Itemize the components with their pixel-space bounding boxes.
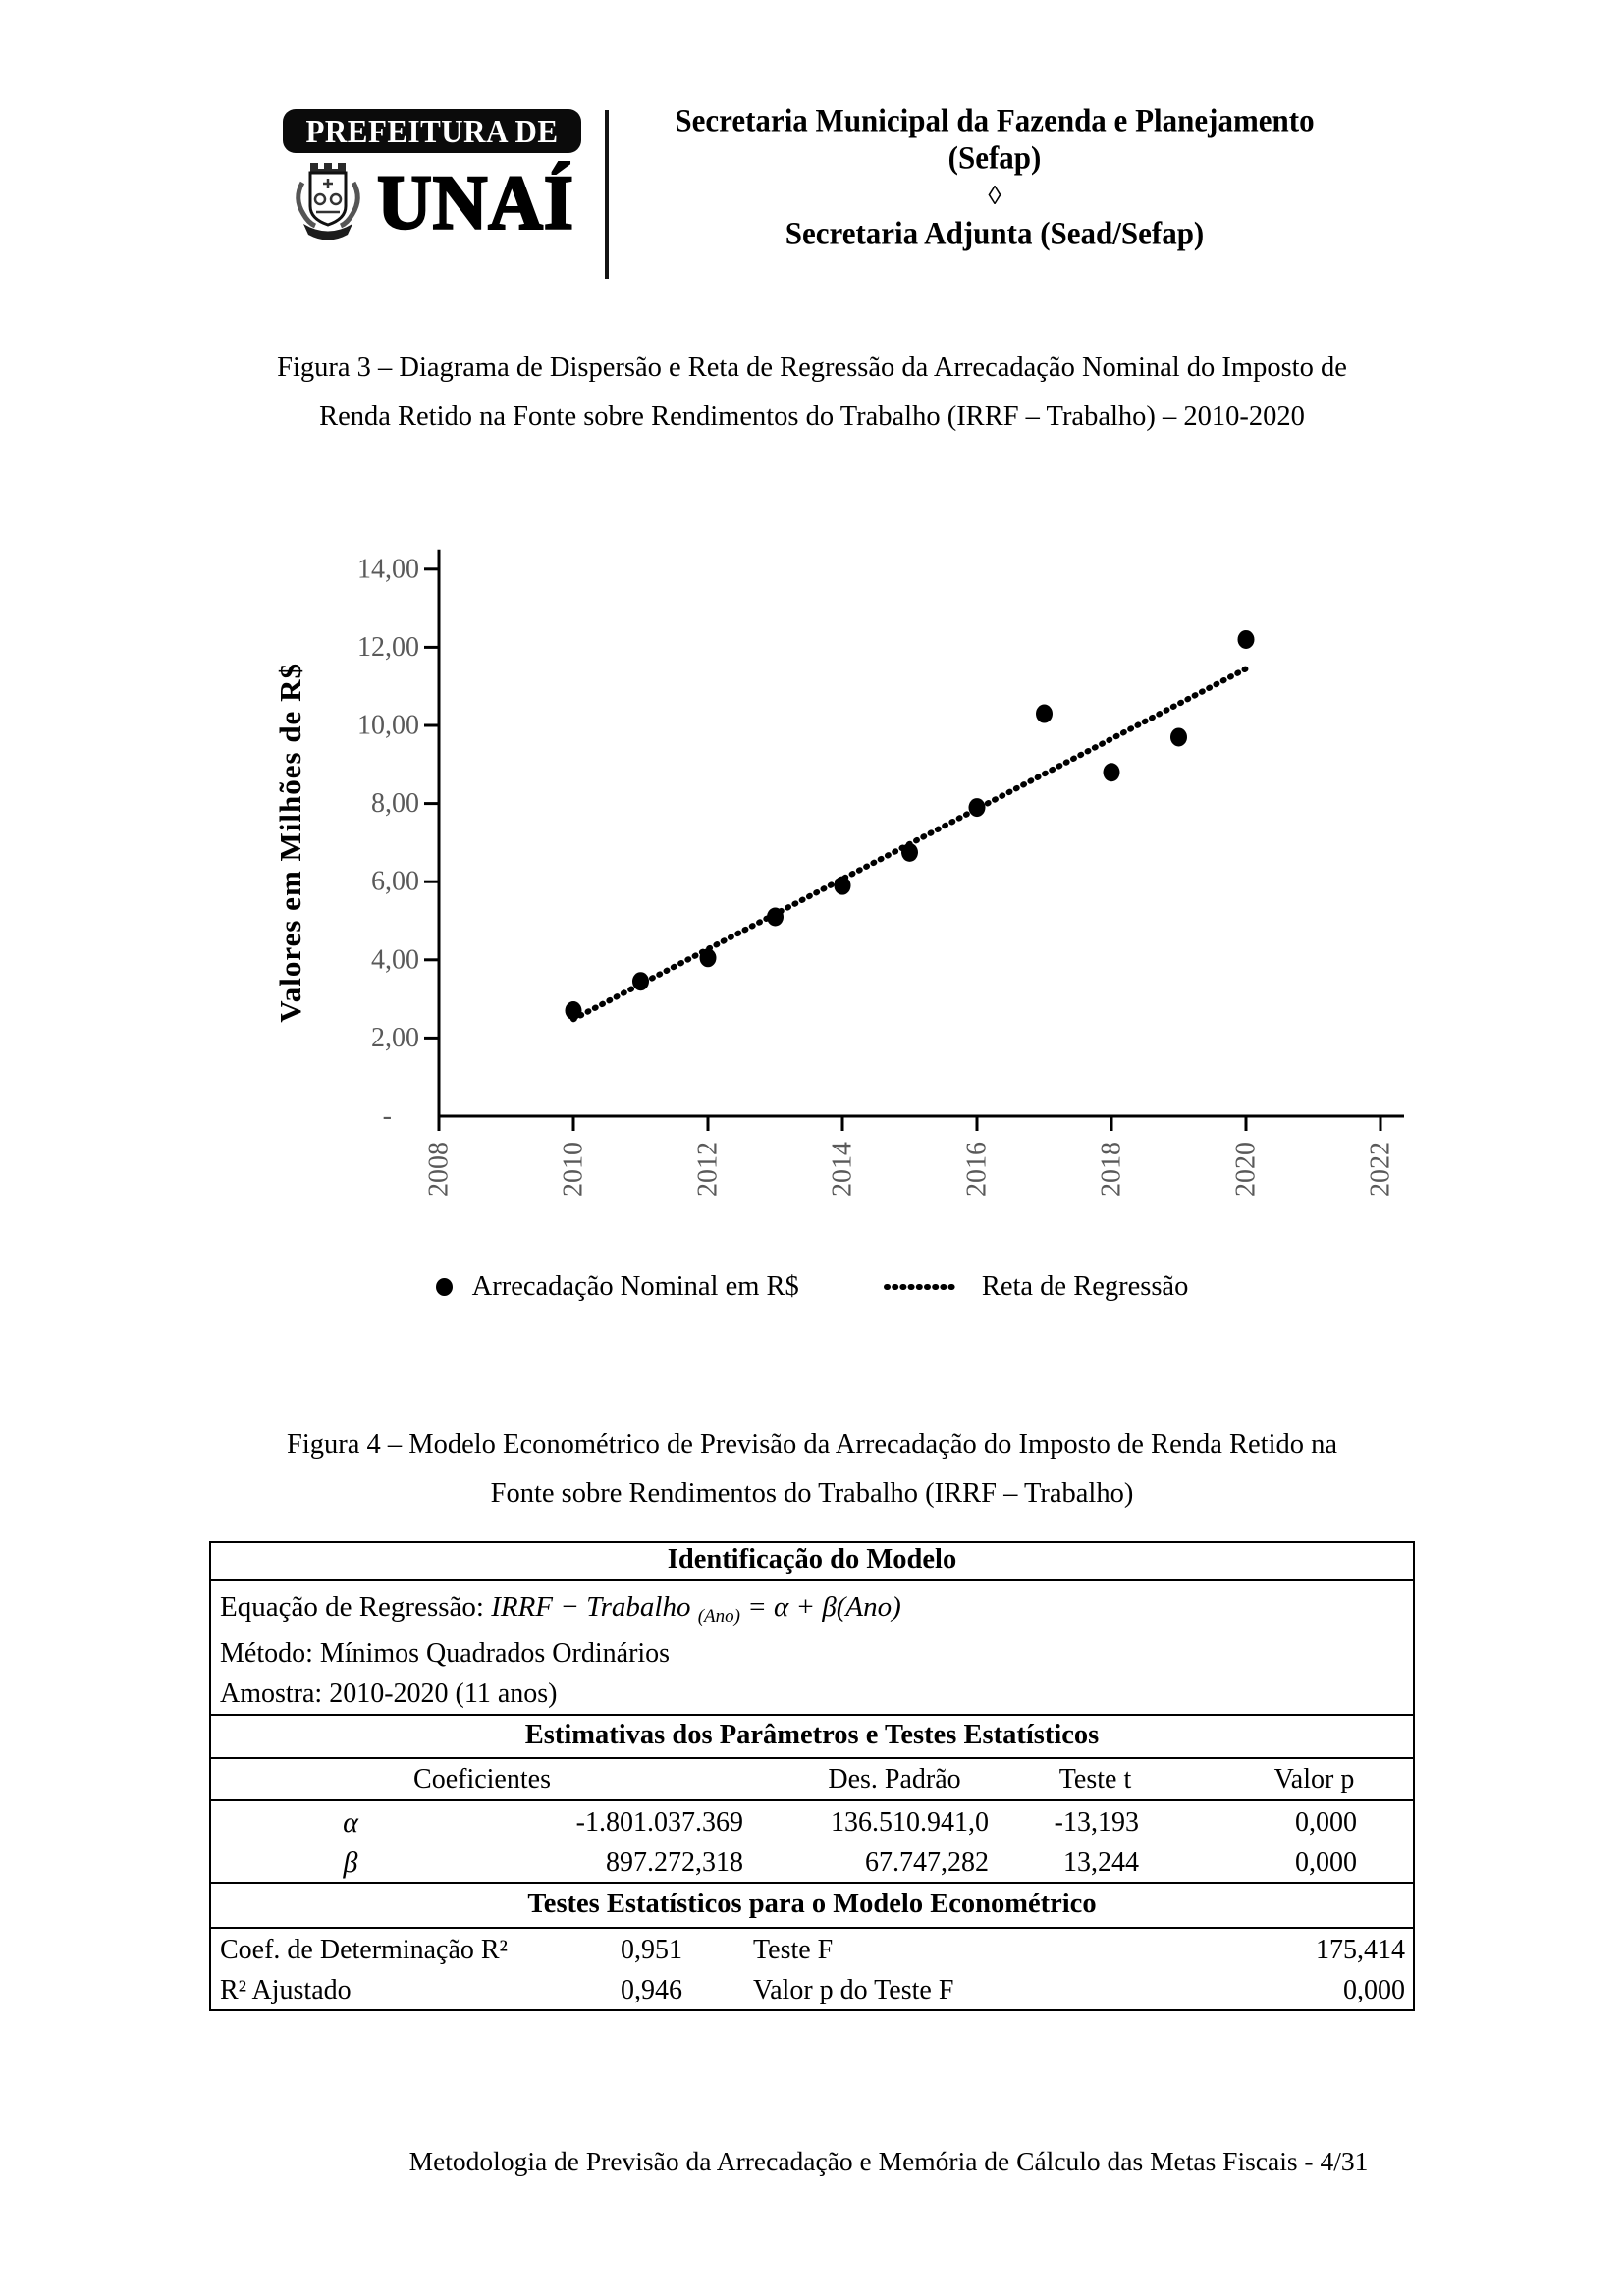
scatter-marker-icon [436,1278,453,1296]
stat-row-1 [211,1929,1413,1972]
beta-p: 0,000 [1295,1846,1357,1878]
dotted-line-marker-icon [882,1281,962,1293]
svg-text:10,00: 10,00 [357,710,419,741]
org-title-block [621,102,1369,251]
model-table [209,1541,1415,2011]
r2-adj-value: 0,946 [621,1975,682,2005]
param-row-alpha [211,1801,1413,1843]
equation-rhs: = α + β(Ano) [739,1591,901,1623]
svg-text:2016: 2016 [961,1142,993,1197]
figure3-caption [118,344,1506,442]
org-line-2: (Sefap) [947,139,1042,176]
table-section1-title: Identificação do Modelo [211,1543,1413,1581]
svg-text:2,00: 2,00 [371,1022,419,1053]
sample-row: Amostra: 2010-2020 (11 anos) [211,1674,1413,1716]
scatter-chart [265,525,1404,1271]
col-header-valor-p: Valor p [1273,1763,1355,1794]
svg-text:-: - [382,1100,392,1132]
svg-text:2010: 2010 [558,1142,589,1197]
teste-f-label: Teste F [753,1935,834,1965]
beta-t: 13,244 [1063,1846,1139,1878]
figure3-caption-line1: Figura 3 – Diagrama de Dispersão e Reta de Regressão da Arrecadação Nominal do Imposto de [277,352,1347,383]
svg-text:8,00: 8,00 [371,788,419,820]
regression-equation-row [211,1581,1413,1633]
svg-text:2014: 2014 [827,1142,858,1197]
beta-std: 67.747,282 [865,1846,989,1878]
r2-adj-label: R² Ajustado [220,1975,352,2005]
alpha-p: 0,000 [1295,1806,1357,1838]
figure3-caption-line2: Renda Retido na Fonte sobre Rendimentos do Trabalho (IRRF – Trabalho) – 2010-2020 [319,401,1305,432]
svg-text:12,00: 12,00 [357,631,419,663]
col-header-coeficientes: Coeficientes [413,1763,551,1794]
svg-text:2018: 2018 [1096,1142,1127,1197]
svg-text:2020: 2020 [1230,1142,1262,1197]
equation-prefix: Equação de Regressão: [220,1591,492,1623]
svg-text:2008: 2008 [423,1142,455,1197]
alpha-t: -13,193 [1054,1806,1139,1838]
equation-subscript: (Ano) [697,1605,740,1627]
r2-value: 0,951 [621,1935,682,1965]
valor-p-f-label: Valor p do Teste F [753,1975,954,2005]
valor-p-f-value: 0,000 [1343,1975,1405,2005]
equation-lhs: IRRF − Trabalho [491,1591,698,1623]
teste-f-value: 175,414 [1316,1935,1405,1965]
alpha-symbol: α [343,1805,358,1839]
legend-scatter-label: Arrecadação Nominal em R$ [471,1271,799,1302]
beta-symbol: β [343,1845,358,1879]
col-header-teste-t: Teste t [1058,1763,1132,1794]
figure4-caption-line1: Figura 4 – Modelo Econométrico de Previsão da Arrecadação do Imposto de Renda Retido na [286,1429,1338,1460]
page-footer: Metodologia de Previsão da Arrecadação e Memória de Cálculo das Metas Fiscais - 4/31 [408,2146,1369,2176]
table-section3-title: Testes Estatísticos para o Modelo Econométrico [211,1884,1413,1929]
alpha-std: 136.510.941,0 [831,1806,989,1838]
param-header-row [211,1759,1413,1801]
param-row-beta [211,1843,1413,1884]
org-line-1: Secretaria Municipal da Fazenda e Planejamento [675,102,1315,138]
svg-text:6,00: 6,00 [371,866,419,897]
r2-label: Coef. de Determinação R² [220,1935,508,1965]
col-header-des-padrao: Des. Padrão [828,1763,961,1794]
svg-text:14,00: 14,00 [357,554,419,585]
figure4-caption-line2: Fonte sobre Rendimentos do Trabalho (IRRF – Trabalho) [490,1478,1134,1509]
chart-legend [0,1265,1624,1308]
svg-text:2012: 2012 [692,1142,724,1197]
method-row: Método: Mínimos Quadrados Ordinários [220,1637,671,1669]
legend-regression-label: Reta de Regressão [981,1271,1189,1302]
svg-text:Valores em Milhões de R$: Valores em Milhões de R$ [273,663,307,1023]
prefeitura-badge-label: PREFEITURA DE [305,112,559,149]
coat-of-arms-icon [291,159,365,245]
beta-coef: 897.272,318 [606,1846,743,1878]
legend-item-regression [882,1271,1189,1303]
alpha-coef: -1.801.037.369 [575,1806,743,1838]
diamond-separator-icon: ◊ [988,181,1001,210]
org-line-3: Secretaria Adjunta (Sead/Sefap) [785,215,1205,251]
figure4-caption [118,1420,1506,1519]
legend-item-scatter [436,1271,799,1303]
stat-row-2 [211,1972,1413,2009]
table-section2-title: Estimativas dos Parâmetros e Testes Estatísticos [211,1716,1413,1759]
prefeitura-badge [283,109,581,153]
svg-text:4,00: 4,00 [371,944,419,976]
header-divider [605,110,609,279]
city-name: UNAÍ [377,159,574,245]
svg-text:2022: 2022 [1365,1142,1396,1197]
